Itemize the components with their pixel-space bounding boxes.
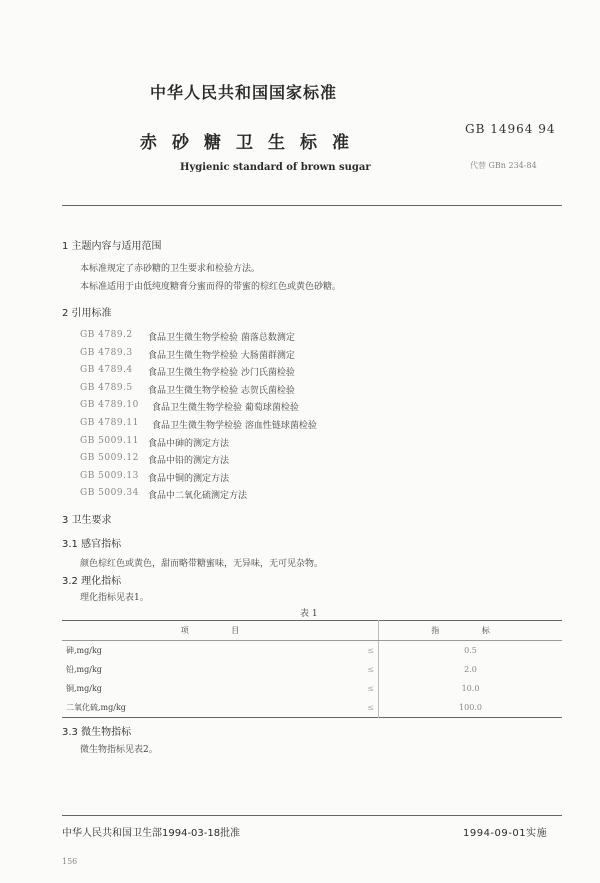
section-3-3-heading: 3.3 微生物指标 <box>62 727 132 738</box>
table-cell-item: 二氧化硫,mg/kg <box>66 703 126 712</box>
reference-code: GB 5009.12 <box>80 453 139 464</box>
standard-number: GB 14964 94 <box>465 122 556 136</box>
reference-name: 食品中铜的测定方法 <box>148 473 230 484</box>
footer-divider <box>62 815 562 816</box>
section-3-1-text: 颜色棕红色或黄色，甜而略带糖蜜味，无异味，无可见杂物。 <box>80 559 324 569</box>
page-number: 156 <box>62 857 78 866</box>
table-row <box>62 660 562 679</box>
english-title: Hygienic standard of brown sugar <box>180 162 371 173</box>
table-cell-comparator: ≤ <box>320 660 379 679</box>
reference-name: 食品卫生微生物学检验 志贺氏菌检验 <box>148 385 295 396</box>
table-cell-comparator: ≤ <box>320 698 379 718</box>
section-1-paragraph-2: 本标准适用于由低纯度糖膏分蜜而得的带蜜的棕红色或黄色砂糖。 <box>80 282 342 292</box>
table-header-value: 指 标 <box>379 621 563 641</box>
section-3-1-heading: 3.1 感官指标 <box>62 539 122 550</box>
table-row <box>62 641 562 661</box>
reference-code: GB 5009.13 <box>80 470 139 481</box>
reference-code: GB 4789.10 <box>80 400 139 411</box>
section-3-2-text: 理化指标见表1。 <box>80 593 149 603</box>
reference-code: GB 4789.4 <box>80 365 133 376</box>
reference-code: GB 4789.11 <box>80 418 139 428</box>
national-standard-heading: 中华人民共和国国家标准 <box>150 83 338 102</box>
table-cell-value: 100.0 <box>459 703 482 712</box>
section-3-2-heading: 3.2 理化指标 <box>62 576 122 587</box>
reference-code: GB 5009.11 <box>80 435 139 446</box>
table-cell-item: 铅,mg/kg <box>66 665 102 674</box>
reference-code: GB 4789.3 <box>80 347 133 358</box>
table-header-row <box>62 621 562 641</box>
effective-date: 1994-09-01实施 <box>463 828 548 839</box>
table-header-item: 项 目 <box>62 621 379 641</box>
reference-code: GB 4789.5 <box>80 382 133 393</box>
reference-name: 食品卫生微生物学检验 菌落总数测定 <box>148 333 295 343</box>
table-cell-value: 0.5 <box>464 646 477 655</box>
section-3-3-text: 微生物指标见表2。 <box>80 745 158 755</box>
section-1-paragraph-1: 本标准规定了赤砂糖的卫生要求和检验方法。 <box>80 264 261 274</box>
table-cell-item: 铜,mg/kg <box>66 684 102 693</box>
table-cell-comparator: ≤ <box>320 679 379 698</box>
reference-name: 食品中二氧化硫测定方法 <box>148 491 248 502</box>
table-cell-value: 2.0 <box>464 665 477 674</box>
table-cell-comparator: ≤ <box>320 641 379 661</box>
approval-note: 中华人民共和国卫生部1994-03-18批准 <box>62 828 241 839</box>
reference-name: 食品卫生微生物学检验 大肠菌群测定 <box>148 350 295 361</box>
reference-name: 食品卫生微生物学检验 葡萄球菌检验 <box>152 403 299 414</box>
reference-name: 食品卫生微生物学检验 溶血性链球菌检验 <box>152 421 317 431</box>
header-divider <box>62 205 562 206</box>
reference-name: 食品中铅的测定方法 <box>148 456 230 467</box>
table-caption: 表 1 <box>300 609 318 619</box>
reference-code: GB 4789.2 <box>80 330 133 340</box>
table-row <box>62 698 562 718</box>
table-1 <box>62 620 562 718</box>
section-3-heading: 3 卫生要求 <box>62 515 112 526</box>
table-row <box>62 679 562 698</box>
replaces-note: 代替 GBn 234-84 <box>470 161 537 170</box>
section-1-heading: 1 主题内容与适用范围 <box>62 241 162 252</box>
section-2-heading: 2 引用标准 <box>62 308 112 319</box>
reference-code: GB 5009.34 <box>80 488 139 499</box>
reference-name: 食品中砷的测定方法 <box>148 438 230 449</box>
table-cell-item: 砷,mg/kg <box>66 646 102 655</box>
table-cell-value: 10.0 <box>461 684 480 693</box>
document-title: 赤砂糖卫生标准 <box>140 133 364 153</box>
reference-name: 食品卫生微生物学检验 沙门氏菌检验 <box>148 368 295 379</box>
